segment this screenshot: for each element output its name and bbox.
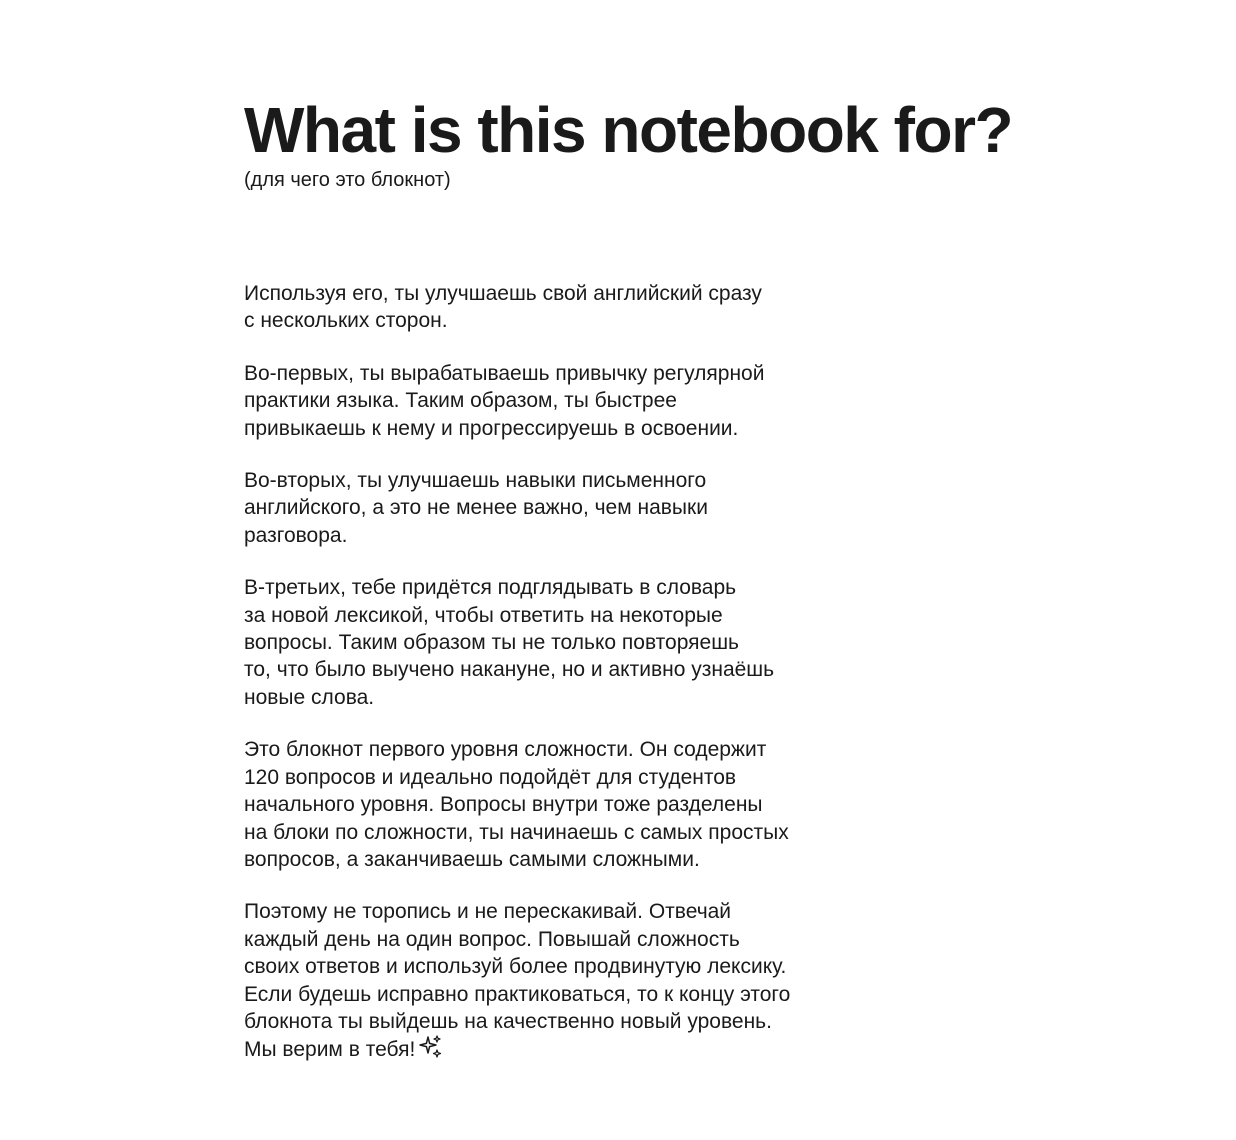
text-line: Используя его, ты улучшаешь свой английский сразу <box>244 282 762 305</box>
paragraph-level-info <box>244 736 884 873</box>
text-line: Во-первых, ты вырабатываешь привычку регулярной <box>244 361 765 385</box>
paragraph-third-reason <box>244 574 884 711</box>
text-line: Если будешь исправно практиковаться, то к концу этого <box>244 982 791 1006</box>
text-line: начального уровня. Вопросы внутри тоже разделены <box>244 793 763 817</box>
text-line: блокнота ты выйдешь на качественно новый уровень. <box>244 1009 772 1033</box>
page-subtitle: (для чего это блокнот) <box>244 169 451 191</box>
notebook-page <box>244 0 1144 1092</box>
text-line: В-третьих, тебе придётся подглядывать в словарь <box>244 576 737 600</box>
text-line: вопросы. Таким образом ты не только повторяешь <box>244 631 739 655</box>
text-line: разговора. <box>244 523 348 547</box>
text-line: 120 вопросов и идеально подойдёт для студентов <box>244 765 737 789</box>
body-text <box>244 280 884 1067</box>
text-line: Поэтому не торопись и не перескакивай. Отвечай <box>244 900 732 924</box>
text-line: то, что было выучено накануне, но и активно узнаёшь <box>244 658 775 682</box>
text-line: английского, а это не менее важно, чем навыки <box>244 496 708 520</box>
sparkles-icon <box>419 1035 443 1066</box>
text-line: новые слова. <box>244 685 375 709</box>
text-line: за новой лексикой, чтобы ответить на некоторые <box>244 603 723 627</box>
page-title: What is this notebook for? <box>244 94 1013 166</box>
text-line: привыкаешь к нему и прогрессируешь в освоении. <box>244 416 739 440</box>
text-line: с нескольких сторон. <box>244 309 448 333</box>
paragraph-first-reason <box>244 360 884 442</box>
text-line: Это блокнот первого уровня сложности. Он содержит <box>244 738 767 762</box>
closing-text: Мы верим в тебя! <box>244 1038 416 1062</box>
paragraph-second-reason <box>244 467 884 549</box>
text-line: своих ответов и используй более продвинутую лексику. <box>244 955 787 979</box>
text-line: практики языка. Таким образом, ты быстрее <box>244 389 677 413</box>
paragraph-intro <box>244 280 884 335</box>
text-line: каждый день на один вопрос. Повышай сложность <box>244 927 740 951</box>
closing-line <box>244 1035 884 1066</box>
paragraph-advice <box>244 898 884 1066</box>
text-line: вопросов, а заканчиваешь самыми сложными. <box>244 847 700 871</box>
text-line: на блоки по сложности, ты начинаешь с самых простых <box>244 820 789 844</box>
text-line: Во-вторых, ты улучшаешь навыки письменного <box>244 469 707 493</box>
